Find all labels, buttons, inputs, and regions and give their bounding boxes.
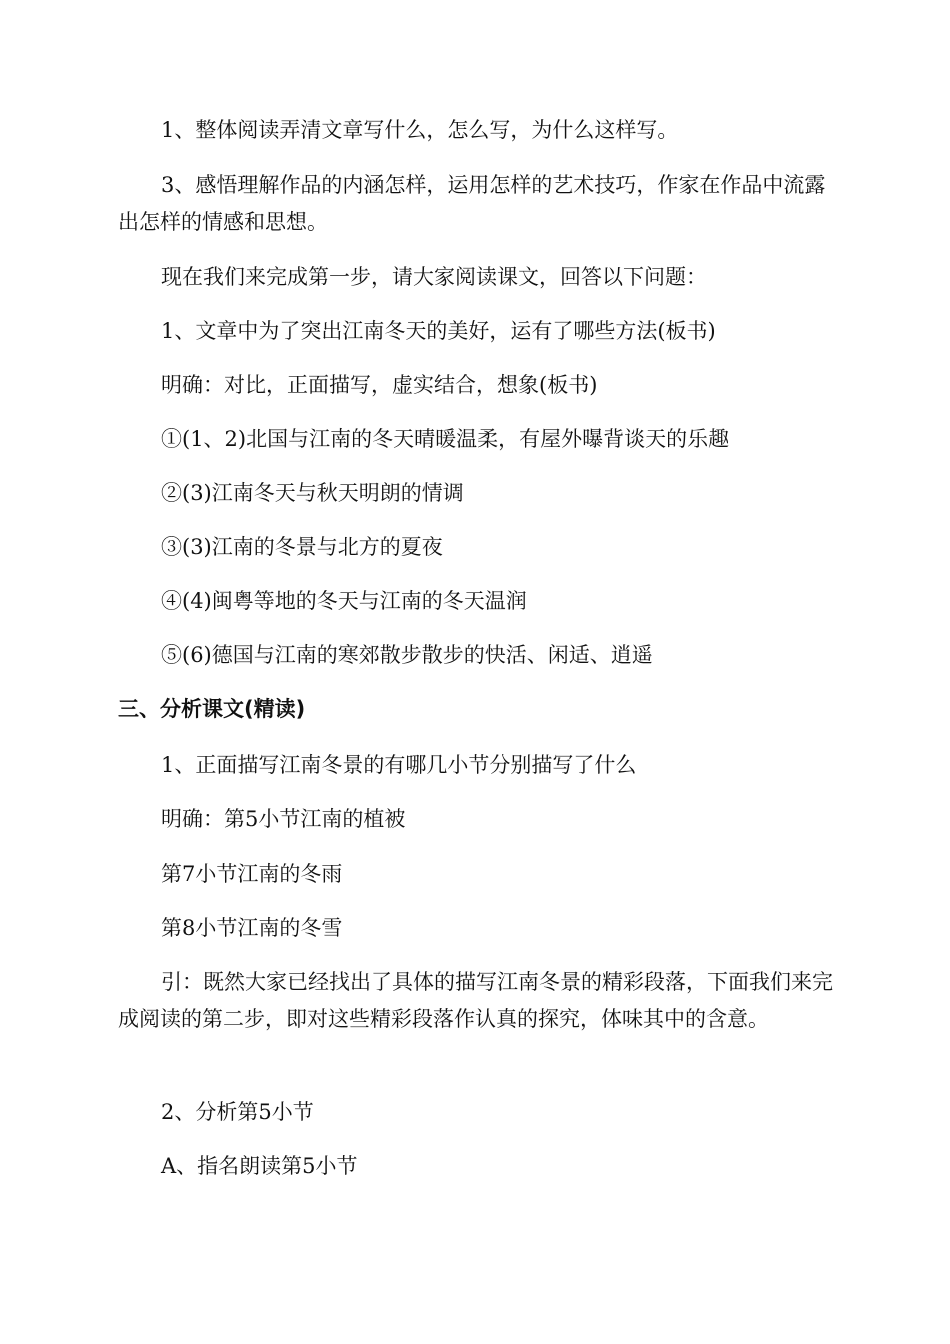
section-paragraph-7: A、指名朗读第5小节 (161, 1154, 358, 1178)
paragraph-10: ⑤(6)德国与江南的寒郊散步散步的快活、闲适、逍遥 (161, 643, 653, 667)
paragraph-1: 1、整体阅读弄清文章写什么，怎么写，为什么这样写。 (161, 118, 679, 142)
section-heading: 三、分析课文(精读) (118, 697, 306, 721)
paragraph-2: 3、感悟理解作品的内涵怎样，运用怎样的艺术技巧，作家在作品中流露出怎样的情感和思想。 (118, 173, 826, 234)
section-paragraph-4: 第8小节江南的冬雪 (161, 916, 343, 940)
paragraph-9: ④(4)闽粤等地的冬天与江南的冬天温润 (161, 589, 527, 613)
section-paragraph-1: 1、正面描写江南冬景的有哪几小节分别描写了什么 (161, 753, 637, 777)
paragraph-4: 1、文章中为了突出江南冬天的美好，运有了哪些方法(板书) (161, 319, 716, 343)
paragraph-5: 明确：对比，正面描写，虚实结合，想象(板书) (161, 373, 598, 397)
paragraph-8: ③(3)江南的冬景与北方的夏夜 (161, 535, 443, 559)
section-paragraph-5: 引：既然大家已经找出了具体的描写江南冬景的精彩段落，下面我们来完成阅读的第二步，即对这些精彩段落作认真的探究，体味其中的含意。 (118, 970, 833, 1031)
paragraph-6: ①(1、2)北国与江南的冬天晴暖温柔，有屋外曝背谈天的乐趣 (161, 427, 730, 451)
section-paragraph-3: 第7小节江南的冬雨 (161, 862, 343, 886)
section-paragraph-6: 2、分析第5小节 (161, 1100, 314, 1124)
paragraph-3: 现在我们来完成第一步，请大家阅读课文，回答以下问题： (161, 265, 707, 289)
section-paragraph-2: 明确：第5小节江南的植被 (161, 807, 406, 831)
paragraph-7: ②(3)江南冬天与秋天明朗的情调 (161, 481, 464, 505)
